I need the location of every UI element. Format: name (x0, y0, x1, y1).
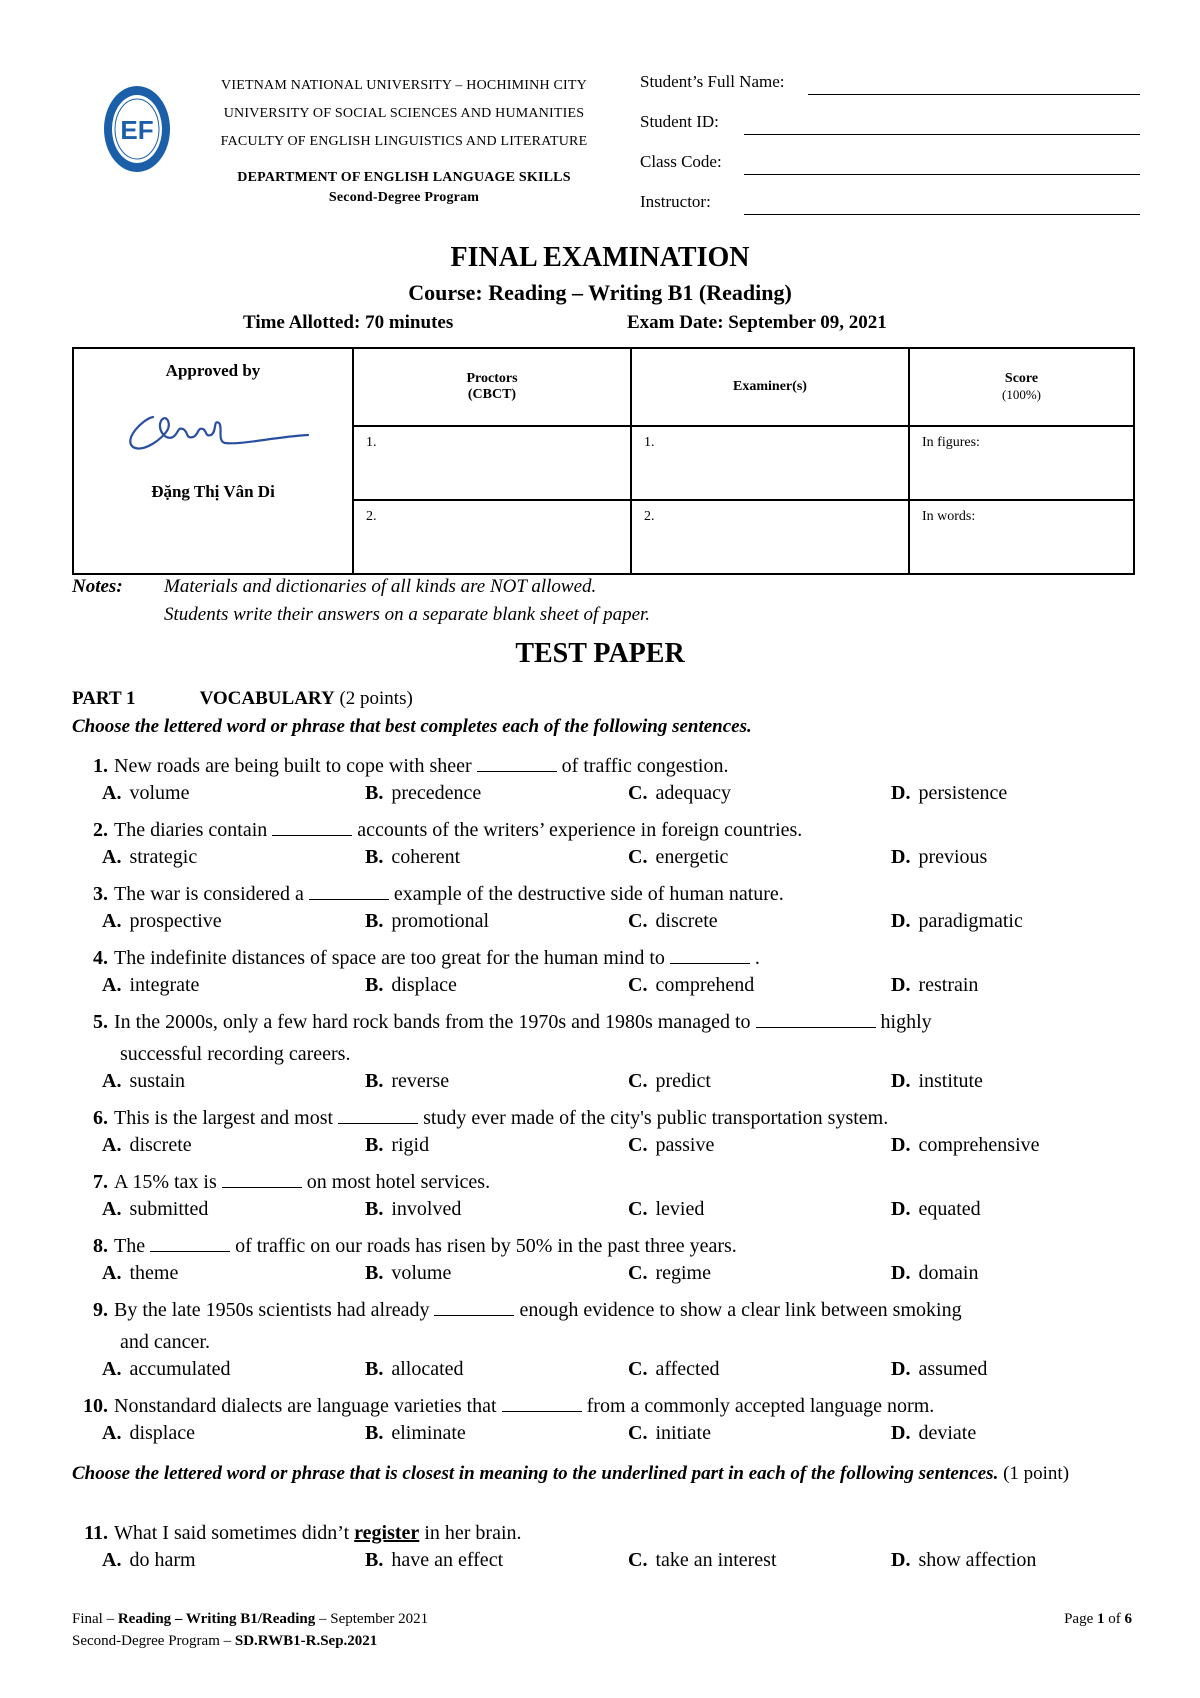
question-text-after: of traffic on our roads has risen by 50% in the past three years. (235, 1235, 737, 1257)
option-c[interactable] (628, 846, 728, 869)
option-text: discrete (655, 910, 718, 932)
option-text: reverse (391, 1070, 450, 1092)
question-number: 11. (84, 1522, 108, 1544)
option-text: discrete (129, 1134, 192, 1156)
option-row (72, 910, 1132, 942)
answer-blank (477, 753, 557, 772)
question-text-after: on most hotel services. (306, 1171, 491, 1193)
option-text: displace (129, 1422, 195, 1444)
examiners-header (631, 348, 909, 426)
page-number (1064, 1608, 1132, 1630)
question-text-continued: successful recording careers. (120, 1043, 351, 1065)
exam-date: Exam Date: September 09, 2021 (627, 312, 887, 333)
option-b[interactable] (365, 1134, 429, 1157)
institution-header (186, 72, 622, 208)
option-text: initiate (655, 1422, 711, 1444)
option-letter: C. (628, 846, 648, 868)
option-text: regime (655, 1262, 711, 1284)
option-b[interactable] (365, 974, 457, 997)
question-text-before: A 15% tax is (114, 1171, 217, 1193)
examiner-1-cell[interactable]: 1. (631, 426, 909, 500)
question-number: 3. (93, 883, 108, 905)
part-instruction-2 (72, 1460, 1132, 1488)
option-text: submitted (129, 1198, 209, 1220)
question-text-before: New roads are being built to cope with sheer (114, 755, 472, 777)
question-text-after: highly (880, 1011, 932, 1033)
option-b[interactable] (365, 1198, 461, 1221)
test-paper-title: TEST PAPER (515, 638, 685, 669)
score-figures-cell[interactable]: In figures: (909, 426, 1134, 500)
question-text-before: The indefinite distances of space are too great for the human mind to (114, 947, 665, 969)
option-letter: C. (628, 1422, 648, 1444)
option-letter: D. (891, 1070, 911, 1092)
option-letter: A. (102, 1198, 122, 1220)
option-letter: D. (891, 974, 911, 996)
examiner-2-cell[interactable]: 2. (631, 500, 909, 574)
question-number: 6. (93, 1107, 108, 1129)
question-item (72, 1166, 1132, 1198)
proctors-header (353, 348, 631, 426)
option-text: allocated (391, 1358, 464, 1380)
answer-blank (222, 1169, 302, 1188)
option-a[interactable] (102, 1549, 196, 1572)
question-text-after: example of the destructive side of human nature. (393, 883, 784, 905)
option-row (72, 974, 1132, 1006)
option-text: comprehend (655, 974, 755, 996)
logo-text: EF (120, 115, 154, 145)
question-item (72, 750, 1132, 782)
option-d[interactable] (891, 1422, 976, 1445)
department-name: DEPARTMENT OF ENGLISH LANGUAGE SKILLS (237, 170, 571, 185)
question-text-after: study ever made of the city's public transportation system. (423, 1107, 889, 1129)
option-c[interactable] (628, 1358, 719, 1381)
student-info-fields (640, 72, 1140, 232)
question-number: 1. (93, 755, 108, 777)
option-letter: C. (628, 1134, 648, 1156)
option-text: assumed (918, 1358, 988, 1380)
option-text: sustain (129, 1070, 186, 1092)
answer-blank (670, 945, 750, 964)
option-text: coherent (391, 846, 461, 868)
option-c[interactable] (628, 1134, 714, 1157)
signature-icon (113, 399, 313, 459)
option-text: involved (391, 1198, 462, 1220)
class-code-field[interactable] (640, 152, 1140, 192)
option-b[interactable] (365, 846, 460, 869)
option-d[interactable] (891, 974, 978, 997)
answer-blank (756, 1009, 876, 1028)
option-letter: B. (365, 1198, 384, 1220)
option-letter: B. (365, 1358, 384, 1380)
option-letter: B. (365, 910, 384, 932)
question-text-before: The war is considered a (114, 883, 304, 905)
option-text: paradigmatic (918, 910, 1023, 932)
option-letter: B. (365, 846, 384, 868)
option-row (72, 1070, 1132, 1102)
question-item (72, 814, 1132, 846)
part-label: PART 1 (72, 688, 136, 709)
option-b[interactable] (365, 1422, 466, 1445)
answer-blank (502, 1393, 582, 1412)
question-text-after: of traffic congestion. (561, 755, 729, 777)
instruction-2-points: (1 point) (1003, 1463, 1070, 1484)
option-text: domain (918, 1262, 979, 1284)
option-letter: C. (628, 1262, 648, 1284)
option-d[interactable] (891, 782, 1007, 805)
field-label: Instructor: (640, 192, 711, 211)
option-letter: A. (102, 1358, 122, 1380)
option-text: levied (655, 1198, 705, 1220)
option-letter: B. (365, 1549, 384, 1571)
question-number: 7. (93, 1171, 108, 1193)
option-letter: C. (628, 1198, 648, 1220)
question-text-before: Nonstandard dialects are language varieties that (114, 1395, 497, 1417)
option-letter: D. (891, 1358, 911, 1380)
institution-line: FACULTY OF ENGLISH LINGUISTICS AND LITERATURE (220, 134, 588, 149)
option-letter: C. (628, 1070, 648, 1092)
option-a[interactable] (102, 782, 189, 805)
question-text-before: This is the largest and most (114, 1107, 334, 1129)
option-letter: D. (891, 846, 911, 868)
option-letter: A. (102, 974, 122, 996)
question-text-after: from a commonly accepted language norm. (586, 1395, 935, 1417)
footer-program: Second-Degree Program – (72, 1633, 235, 1649)
option-letter: D. (891, 1198, 911, 1220)
option-d[interactable] (891, 1134, 1040, 1157)
option-text: institute (918, 1070, 983, 1092)
option-text: integrate (129, 974, 200, 996)
question-text-after: . (754, 947, 760, 969)
question-item (72, 1390, 1132, 1422)
option-letter: C. (628, 1549, 648, 1571)
score-sub: (100%) (1002, 387, 1041, 402)
option-letter: A. (102, 782, 122, 804)
footer-text: Final – (72, 1611, 118, 1627)
option-text: show affection (918, 1549, 1037, 1571)
option-c[interactable] (628, 910, 718, 933)
option-d[interactable] (891, 1198, 981, 1221)
footer-date: – September 2021 (315, 1611, 429, 1627)
field-line (808, 94, 1140, 95)
option-text: accumulated (129, 1358, 231, 1380)
option-a[interactable] (102, 1262, 178, 1285)
page-footer (72, 1608, 1132, 1652)
question-text-before: The (114, 1235, 146, 1257)
proctors-label: Proctors (466, 371, 518, 386)
option-b[interactable] (365, 1262, 451, 1285)
proctor-2-cell[interactable]: 2. (353, 500, 631, 574)
option-text: affected (655, 1358, 720, 1380)
score-header (909, 348, 1134, 426)
option-d[interactable] (891, 1358, 987, 1381)
option-c[interactable] (628, 1262, 711, 1285)
option-row (72, 1358, 1132, 1390)
option-letter: A. (102, 910, 122, 932)
option-d[interactable] (891, 1070, 983, 1093)
proctors-sub: (CBCT) (467, 387, 517, 402)
option-letter: A. (102, 1422, 122, 1444)
note-line: Students write their answers on a separate blank sheet of paper. (164, 604, 651, 625)
option-letter: D. (891, 910, 911, 932)
note-line: Materials and dictionaries of all kinds are NOT allowed. (164, 576, 597, 597)
option-letter: A. (102, 1262, 122, 1284)
question-text-before: The diaries contain (114, 819, 268, 841)
footer-course: Reading – Writing B1/Reading (117, 1611, 316, 1627)
option-c[interactable] (628, 1549, 777, 1572)
option-letter: D. (891, 1549, 911, 1571)
program-name: Second-Degree Program (328, 190, 480, 205)
option-a[interactable] (102, 846, 197, 869)
option-text: volume (391, 1262, 452, 1284)
option-a[interactable] (102, 974, 199, 997)
question-number: 9. (93, 1299, 108, 1321)
option-text: persistence (918, 782, 1008, 804)
option-text: equated (918, 1198, 981, 1220)
option-letter: A. (102, 1549, 122, 1571)
option-letter: C. (628, 1358, 648, 1380)
option-text: rigid (391, 1134, 430, 1156)
option-letter: B. (365, 1262, 384, 1284)
question-text-before: In the 2000s, only a few hard rock bands from the 1970s and 1980s managed to (114, 1011, 751, 1033)
exam-title: FINAL EXAMINATION (450, 242, 750, 273)
question-number: 4. (93, 947, 108, 969)
question-text-before: By the late 1950s scientists had already (114, 1299, 430, 1321)
option-text: volume (129, 782, 190, 804)
approved-by-cell (73, 348, 353, 574)
underlined-word: register (354, 1522, 420, 1544)
score-label: Score (1004, 371, 1039, 386)
option-text: adequacy (655, 782, 731, 804)
option-text: strategic (129, 846, 198, 868)
field-label: Class Code: (640, 152, 722, 171)
option-text: do harm (129, 1549, 196, 1571)
instruction-2-text: Choose the lettered word or phrase that is closest in meaning to the underlined part in each of the following sentences. (72, 1463, 999, 1484)
score-words-cell[interactable]: In words: (909, 500, 1134, 574)
field-line (744, 134, 1140, 135)
question-item (72, 1102, 1132, 1134)
option-letter: A. (102, 1070, 122, 1092)
option-letter: C. (628, 910, 648, 932)
option-a[interactable] (102, 910, 222, 933)
part-points: (2 points) (339, 688, 413, 709)
option-row (72, 1262, 1132, 1294)
page-of: of (1104, 1611, 1125, 1627)
footer-code: SD.RWB1-R.Sep.2021 (234, 1633, 378, 1649)
question-number: 8. (93, 1235, 108, 1257)
option-text: energetic (655, 846, 729, 868)
question-number: 2. (93, 819, 108, 841)
option-text: deviate (918, 1422, 977, 1444)
option-text: theme (129, 1262, 179, 1284)
option-row (72, 1422, 1132, 1454)
part-instruction: Choose the lettered word or phrase that best completes each of the following sentences. (72, 716, 752, 737)
option-text: prospective (129, 910, 222, 932)
field-label: Student’s Full Name: (640, 72, 785, 91)
option-c[interactable] (628, 1422, 711, 1445)
question-item (72, 1230, 1132, 1262)
option-letter: D. (891, 782, 911, 804)
question-text-after: enough evidence to show a clear link between smoking (519, 1299, 962, 1321)
field-line (744, 214, 1140, 215)
answer-blank (309, 881, 389, 900)
institution-line: UNIVERSITY OF SOCIAL SCIENCES AND HUMANITIES (223, 106, 585, 121)
option-c[interactable] (628, 1070, 711, 1093)
notes-block (72, 573, 650, 629)
option-text: precedence (391, 782, 482, 804)
option-letter: C. (628, 974, 648, 996)
option-text: predict (655, 1070, 711, 1092)
option-a[interactable] (102, 1358, 231, 1381)
option-letter: B. (365, 782, 384, 804)
option-c[interactable] (628, 974, 754, 997)
answer-blank (272, 817, 352, 836)
question-text-before: What I said sometimes didn’t (114, 1522, 350, 1544)
answer-blank (434, 1297, 514, 1316)
part-heading (72, 688, 413, 710)
option-row (72, 782, 1132, 814)
option-text: take an interest (655, 1549, 777, 1571)
option-letter: A. (102, 1134, 122, 1156)
option-c[interactable] (628, 1198, 704, 1221)
examiners-label: Examiner(s) (733, 379, 807, 394)
option-c[interactable] (628, 782, 731, 805)
question-item (72, 1006, 1132, 1070)
option-b[interactable] (365, 1549, 503, 1572)
approved-by-label: Approved by (165, 361, 261, 380)
option-d[interactable] (891, 846, 987, 869)
answer-blank (338, 1105, 418, 1124)
question-item (72, 878, 1132, 910)
option-letter: B. (365, 974, 384, 996)
option-letter: D. (891, 1134, 911, 1156)
option-text: have an effect (391, 1549, 504, 1571)
faculty-logo-icon (103, 84, 171, 174)
page-label: Page (1064, 1611, 1097, 1627)
option-d[interactable] (891, 1262, 978, 1285)
option-d[interactable] (891, 910, 1023, 933)
question-number: 10. (83, 1395, 108, 1417)
option-row (72, 1549, 1132, 1581)
option-row (72, 1134, 1132, 1166)
option-b[interactable] (365, 910, 489, 933)
option-letter: B. (365, 1070, 384, 1092)
option-a[interactable] (102, 1134, 192, 1157)
field-line (744, 174, 1140, 175)
option-a[interactable] (102, 1422, 195, 1445)
page-current: 1 (1097, 1611, 1105, 1627)
question-text-after: accounts of the writers’ experience in foreign countries. (357, 819, 803, 841)
option-text: eliminate (391, 1422, 466, 1444)
instructor-field[interactable] (640, 192, 1140, 232)
option-text: displace (391, 974, 457, 996)
question-text-after: in her brain. (424, 1522, 522, 1544)
option-b[interactable] (365, 1070, 449, 1093)
option-a[interactable] (102, 1070, 185, 1093)
option-letter: B. (365, 1422, 384, 1444)
approval-table (72, 347, 1135, 575)
option-letter: D. (891, 1262, 911, 1284)
answer-blank (150, 1233, 230, 1252)
option-row (72, 1198, 1132, 1230)
proctor-1-cell[interactable]: 1. (353, 426, 631, 500)
option-text: previous (918, 846, 988, 868)
option-a[interactable] (102, 1198, 208, 1221)
option-b[interactable] (365, 1358, 464, 1381)
student-id-field[interactable] (640, 112, 1140, 152)
course-title: Course: Reading – Writing B1 (Reading) (408, 280, 792, 305)
student-name-field[interactable] (640, 72, 1140, 112)
question-text-continued: and cancer. (120, 1331, 210, 1353)
institution-line: VIETNAM NATIONAL UNIVERSITY – HOCHIMINH CITY (221, 78, 587, 93)
option-letter: C. (628, 782, 648, 804)
page-total: 6 (1124, 1611, 1132, 1627)
question-item (72, 1517, 1132, 1549)
notes-label: Notes: (72, 576, 123, 597)
question-number: 5. (93, 1011, 108, 1033)
part-title: VOCABULARY (199, 688, 335, 709)
option-letter: D. (891, 1422, 911, 1444)
option-letter: B. (365, 1134, 384, 1156)
option-text: comprehensive (918, 1134, 1040, 1156)
option-b[interactable] (365, 782, 481, 805)
question-item (72, 1294, 1132, 1358)
question-item (72, 942, 1132, 974)
option-text: restrain (918, 974, 979, 996)
time-allotted: Time Allotted: 70 minutes (243, 312, 454, 333)
field-label: Student ID: (640, 112, 719, 131)
option-row (72, 846, 1132, 878)
approver-name: Đặng Thị Vân Di (151, 482, 275, 501)
option-letter: A. (102, 846, 122, 868)
option-text: promotional (391, 910, 490, 932)
option-text: passive (655, 1134, 715, 1156)
option-d[interactable] (891, 1549, 1036, 1572)
